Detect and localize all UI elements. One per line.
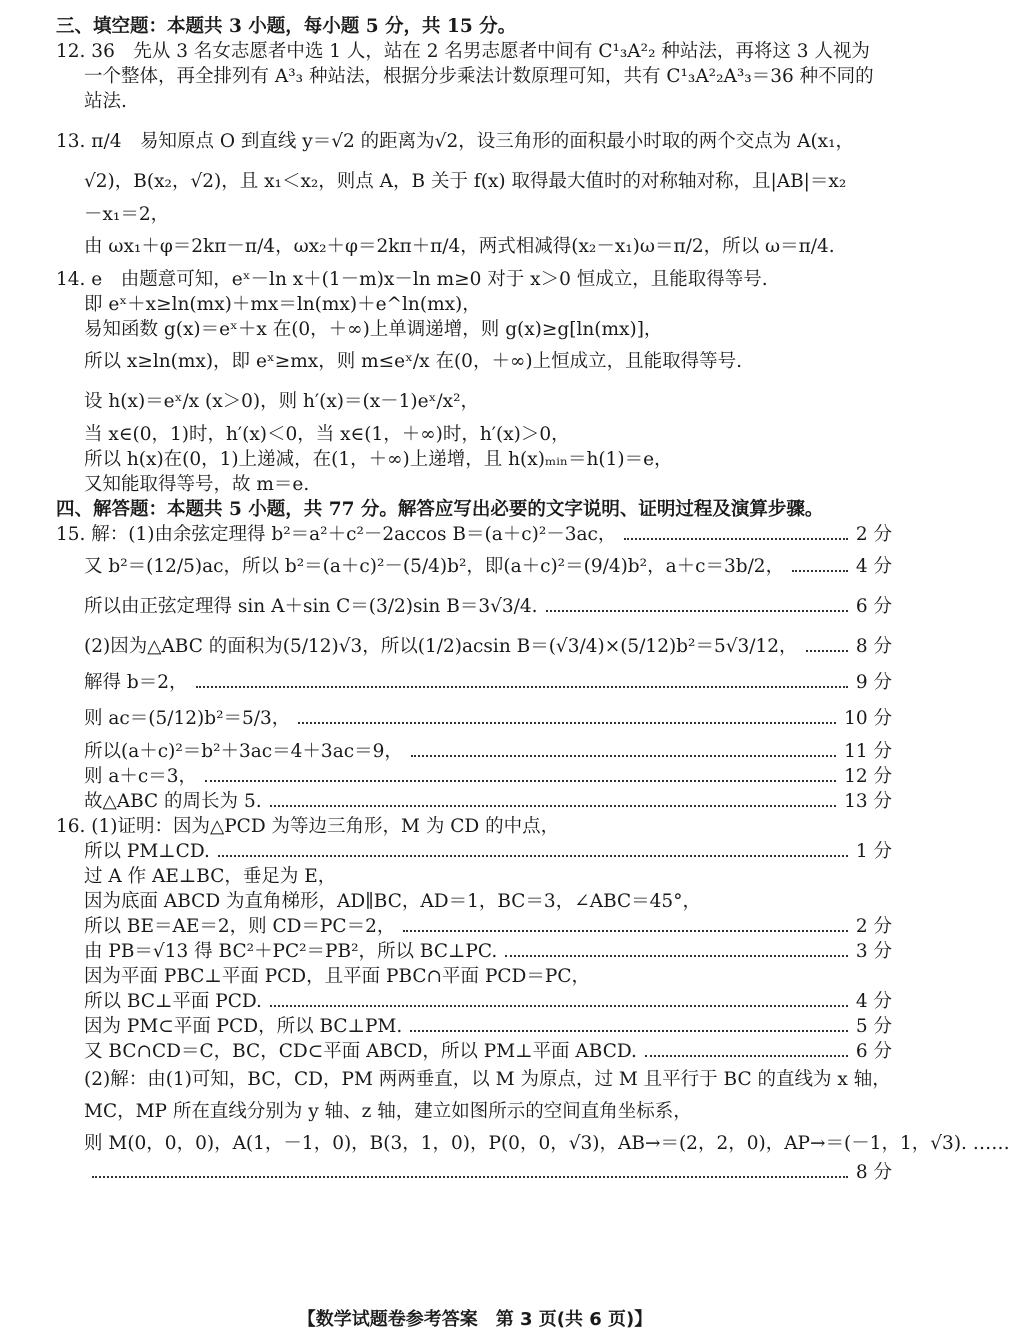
q14-line-5: 设 h(x)＝eˣ/x (x＞0)，则 h′(x)＝(x－1)eˣ/x²， xyxy=(84,391,480,412)
step-score: 4 分 xyxy=(855,991,892,1012)
section-heading-solutions: 四、解答题：本题共 5 小题，共 77 分。解答应写出必要的文字说明、证明过程及演算步骤。 xyxy=(56,499,824,520)
step-score: 2 分 xyxy=(855,524,892,545)
q16-step-14 xyxy=(56,1160,892,1185)
step-score: 11 分 xyxy=(844,741,892,762)
step-score: 13 分 xyxy=(844,791,892,812)
leader-dots xyxy=(546,610,848,612)
q12-line-1: 12. 36 先从 3 名女志愿者中选 1 人，站在 2 名男志愿者中间有 C¹₃A²₂ 种站法，再将这 3 人视为 xyxy=(56,41,870,62)
q16-step-5 xyxy=(56,914,892,939)
q16-step-2 xyxy=(56,839,892,864)
q16-step-8 xyxy=(56,989,892,1014)
q14-line-2: 即 eˣ＋x≥ln(mx)＋mx＝ln(mx)＋e^ln(mx)， xyxy=(84,294,481,315)
step-score: 12 分 xyxy=(844,766,892,787)
step-score: 4 分 xyxy=(855,556,892,577)
q15-step-4 xyxy=(56,627,892,667)
q13-line-2: √2)，B(x₂，√2)，且 x₁＜x₂，则点 A，B 关于 f(x) 取得最大值时的对称轴对称，且|AB|＝x₂ xyxy=(84,171,847,192)
q16-step-4: 因为底面 ABCD 为直角梯形，AD∥BC，AD＝1，BC＝3，∠ABC＝45°， xyxy=(84,891,701,912)
step-score: 3 分 xyxy=(855,941,892,962)
step-text: 所以 BC⊥平面 PCD. xyxy=(84,991,262,1012)
page-footer: 【数学试题卷参考答案 第 3 页(共 6 页)】 xyxy=(297,1309,653,1330)
step-text: (2)因为△ABC 的面积为(5/12)√3，所以(1/2)acsin B＝(√3/4)×(5/12)b²＝5√3/12， xyxy=(84,636,798,657)
step-text: 则 a＋c＝3， xyxy=(84,766,198,787)
leader-dots xyxy=(270,1005,848,1007)
step-text: 又 BC∩CD＝C，BC，CD⊂平面 ABCD，所以 PM⊥平面 ABCD. xyxy=(84,1041,637,1062)
step-text: 故△ABC 的周长为 5. xyxy=(84,791,262,812)
step-text: 所以(a＋c)²＝b²＋3ac＝4＋3ac＝9， xyxy=(84,741,403,762)
q13-line-3: －x₁＝2， xyxy=(84,204,170,225)
q15-step-2 xyxy=(56,547,892,587)
step-text: 解得 b＝2， xyxy=(84,672,188,693)
q16-step-7: 因为平面 PBC⊥平面 PCD，且平面 PBC∩平面 PCD＝PC， xyxy=(84,966,590,987)
step-score: 9 分 xyxy=(855,672,892,693)
leader-dots xyxy=(270,805,836,807)
leader-dots xyxy=(792,570,848,572)
leader-dots xyxy=(806,650,848,652)
q13-line-1: 13. π/4 易知原点 O 到直线 y＝√2 的距离为√2，设三角形的面积最小时取的两个交点为 A(x₁， xyxy=(56,131,855,152)
q16-step-3: 过 A 作 AE⊥BC，垂足为 E， xyxy=(84,866,337,887)
q16-step-13: 则 M(0，0，0)，A(1，－1，0)，B(3，1，0)，P(0，0，√3)，AB→＝(2，2，0)，AP→＝(－1，1，√3). …… xyxy=(84,1133,1010,1154)
leader-dots xyxy=(403,930,847,932)
leader-dots xyxy=(410,1030,848,1032)
q15-step-3 xyxy=(56,587,892,627)
leader-dots xyxy=(505,955,848,957)
step-text: 由 PB＝√13 得 BC²＋PC²＝PB²，所以 BC⊥PC. xyxy=(84,941,498,962)
q16-step-9 xyxy=(56,1014,892,1039)
step-text: 所以 BE＝AE＝2，则 CD＝PC＝2， xyxy=(84,916,396,937)
step-score: 8 分 xyxy=(855,636,892,657)
step-text: 则 ac＝(5/12)b²＝5/3， xyxy=(84,708,291,729)
step-score: 6 分 xyxy=(855,596,892,617)
leader-dots xyxy=(218,855,848,857)
q15-step-9 xyxy=(56,789,892,814)
q14-line-1: 14. e 由题意可知，eˣ－ln x＋(1－m)x－ln m≥0 对于 x＞0 恒成立，且能取得等号. xyxy=(56,269,768,290)
q16-step-6 xyxy=(56,939,892,964)
leader-dots xyxy=(196,686,848,688)
q15-step-8 xyxy=(56,764,892,789)
step-text: 又 b²＝(12/5)ac，所以 b²＝(a＋c)²－(5/4)b²，即(a＋c)²＝(9/4)b²，a＋c＝3b/2， xyxy=(84,556,785,577)
step-text: 所以由正弦定理得 sin A＋sin C＝(3/2)sin B＝3√3/4. xyxy=(84,596,538,617)
q12-line-3: 站法. xyxy=(84,91,127,112)
step-text: 因为 PM⊂平面 PCD，所以 BC⊥PM. xyxy=(84,1016,403,1037)
leader-dots xyxy=(645,1055,848,1057)
q14-line-7: 所以 h(x)在(0，1)上递减，在(1，＋∞)上递增，且 h(x)ₘᵢₙ＝h(1)＝e， xyxy=(84,449,673,470)
q15-step-7 xyxy=(56,739,892,764)
q13-line-4: 由 ωx₁＋φ＝2kπ－π/4，ωx₂＋φ＝2kπ＋π/4，两式相减得(x₂－x₁)ω＝π/2，所以 ω＝π/4. xyxy=(84,236,835,257)
q15-step-1 xyxy=(56,522,892,547)
q14-line-4: 所以 x≥ln(mx)，即 eˣ≥mx，则 m≤eˣ/x 在(0，＋∞)上恒成立，且能取得等号. xyxy=(84,351,742,372)
step-score: 5 分 xyxy=(855,1016,892,1037)
step-score: 2 分 xyxy=(855,916,892,937)
q12-line-2: 一个整体，再全排列有 A³₃ 种站法，根据分步乘法计数原理可知，共有 C¹₃A²₂A³₃＝36 种不同的 xyxy=(84,66,874,87)
step-score: 10 分 xyxy=(844,708,892,729)
leader-dots xyxy=(92,1176,848,1178)
step-text: 15. 解：(1)由余弦定理得 b²＝a²＋c²－2accos B＝(a＋c)²－3ac， xyxy=(56,524,617,545)
q16-step-1: 16. (1)证明：因为△PCD 为等边三角形，M 为 CD 的中点， xyxy=(56,816,560,837)
step-score: 1 分 xyxy=(855,841,892,862)
step-text: 所以 PM⊥CD. xyxy=(84,841,210,862)
q15-step-6 xyxy=(56,699,892,739)
leader-dots xyxy=(411,755,836,757)
leader-dots xyxy=(205,780,836,782)
q14-line-6: 当 x∈(0，1)时，h′(x)＜0，当 x∈(1，＋∞)时，h′(x)＞0， xyxy=(84,424,570,445)
leader-dots xyxy=(298,722,836,724)
q15-step-5 xyxy=(56,667,892,699)
q16-step-10 xyxy=(56,1039,892,1064)
q14-line-3: 易知函数 g(x)＝eˣ＋x 在(0，＋∞)上单调递增，则 g(x)≥g[ln(mx)]， xyxy=(84,319,663,340)
q14-line-8: 又知能取得等号，故 m＝e. xyxy=(84,474,310,495)
q16-step-12: MC，MP 所在直线分别为 y 轴、z 轴，建立如图所示的空间直角坐标系， xyxy=(84,1101,692,1122)
step-score: 6 分 xyxy=(855,1041,892,1062)
leader-dots xyxy=(624,538,847,540)
section-heading-fill-in: 三、填空题：本题共 3 小题，每小题 5 分，共 15 分。 xyxy=(56,16,517,37)
step-score: 8 分 xyxy=(855,1162,892,1183)
q16-step-11: (2)解：由(1)可知，BC，CD，PM 两两垂直，以 M 为原点，过 M 且平行于 BC 的直线为 x 轴， xyxy=(84,1069,891,1090)
